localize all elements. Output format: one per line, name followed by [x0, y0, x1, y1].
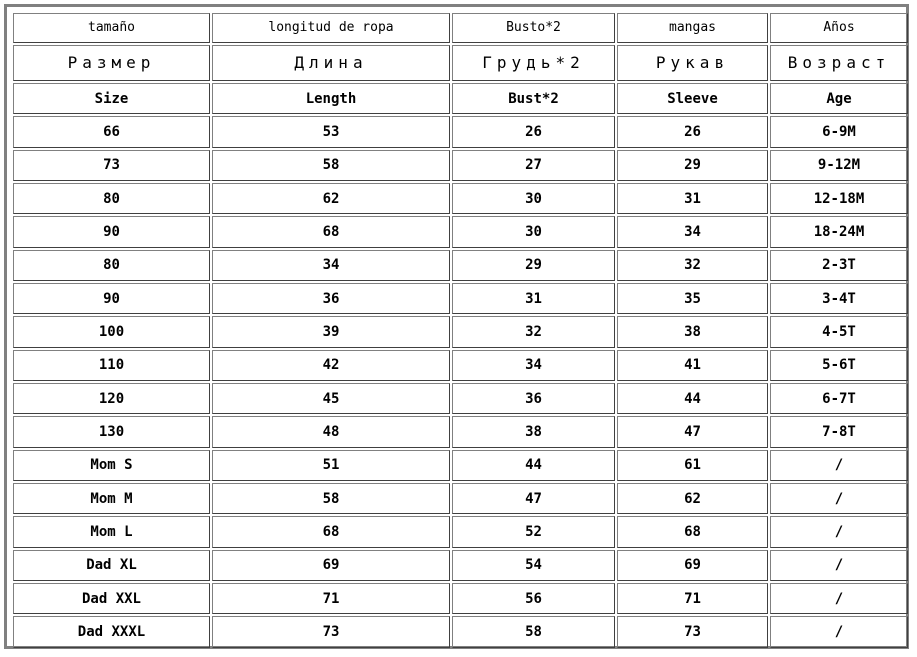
table-cell: 52: [452, 516, 615, 547]
table-cell: 53: [212, 116, 450, 147]
table-row: [13, 583, 908, 614]
header-cell: Años: [770, 13, 908, 43]
table-cell: 30: [452, 216, 615, 247]
header-cell: longitud de ropa: [212, 13, 450, 43]
table-cell: 69: [617, 550, 768, 581]
table-cell: 90: [13, 216, 210, 247]
table-cell: 62: [212, 183, 450, 214]
table-cell: 4-5T: [770, 316, 908, 347]
header-cell: Возраст: [770, 45, 908, 82]
table-cell: 68: [212, 516, 450, 547]
table-cell: 39: [212, 316, 450, 347]
table-cell: 9-12M: [770, 150, 908, 181]
table-cell: /: [770, 516, 908, 547]
table-cell: 44: [617, 383, 768, 414]
table-cell: 44: [452, 450, 615, 481]
table-cell: Dad XXL: [13, 583, 210, 614]
header-cell: Размер: [13, 45, 210, 82]
table-cell: 54: [452, 550, 615, 581]
table-cell: 12-18M: [770, 183, 908, 214]
table-cell: 73: [617, 616, 768, 648]
table-row: [13, 616, 908, 648]
table-cell: 73: [13, 150, 210, 181]
table-row: [13, 416, 908, 447]
table-cell: 58: [212, 150, 450, 181]
table-cell: 69: [212, 550, 450, 581]
size-chart-frame: [4, 4, 909, 649]
table-row: [13, 350, 908, 381]
table-cell: 34: [212, 250, 450, 281]
header-row-spanish: [13, 13, 908, 43]
table-cell: 48: [212, 416, 450, 447]
table-row: [13, 183, 908, 214]
table-cell: 38: [617, 316, 768, 347]
header-cell: Грудь*2: [452, 45, 615, 82]
table-cell: 31: [452, 283, 615, 314]
table-row: [13, 216, 908, 247]
size-chart-table: [11, 11, 910, 650]
table-cell: 34: [452, 350, 615, 381]
table-cell: Dad XL: [13, 550, 210, 581]
table-cell: 47: [452, 483, 615, 514]
table-row: [13, 150, 908, 181]
header-cell: Рукав: [617, 45, 768, 82]
table-cell: /: [770, 450, 908, 481]
table-cell: 34: [617, 216, 768, 247]
header-cell: tamaño: [13, 13, 210, 43]
table-cell: 6-9M: [770, 116, 908, 147]
table-cell: 29: [452, 250, 615, 281]
table-cell: 71: [617, 583, 768, 614]
table-cell: 26: [617, 116, 768, 147]
table-cell: 62: [617, 483, 768, 514]
header-cell: Длина: [212, 45, 450, 82]
table-cell: 68: [212, 216, 450, 247]
table-row: [13, 383, 908, 414]
table-cell: Dad XXXL: [13, 616, 210, 648]
table-cell: Mom S: [13, 450, 210, 481]
table-cell: 31: [617, 183, 768, 214]
table-cell: /: [770, 616, 908, 648]
table-cell: Mom L: [13, 516, 210, 547]
table-cell: 7-8T: [770, 416, 908, 447]
table-cell: 42: [212, 350, 450, 381]
table-row: [13, 116, 908, 147]
header-cell: Size: [13, 83, 210, 114]
table-row: [13, 516, 908, 547]
table-cell: 3-4T: [770, 283, 908, 314]
table-row: [13, 283, 908, 314]
table-cell: 130: [13, 416, 210, 447]
table-row: [13, 450, 908, 481]
table-cell: 68: [617, 516, 768, 547]
table-cell: 120: [13, 383, 210, 414]
header-cell: Age: [770, 83, 908, 114]
table-cell: 100: [13, 316, 210, 347]
table-cell: 58: [452, 616, 615, 648]
header-row-russian: [13, 45, 908, 82]
header-row-english: [13, 83, 908, 114]
table-cell: 2-3T: [770, 250, 908, 281]
table-cell: 41: [617, 350, 768, 381]
table-cell: 110: [13, 350, 210, 381]
table-cell: 80: [13, 183, 210, 214]
table-cell: /: [770, 483, 908, 514]
table-cell: 47: [617, 416, 768, 447]
table-cell: 58: [212, 483, 450, 514]
table-cell: 80: [13, 250, 210, 281]
table-cell: 5-6T: [770, 350, 908, 381]
header-cell: Sleeve: [617, 83, 768, 114]
table-cell: 32: [617, 250, 768, 281]
table-cell: 32: [452, 316, 615, 347]
table-cell: 51: [212, 450, 450, 481]
table-cell: 26: [452, 116, 615, 147]
table-cell: 38: [452, 416, 615, 447]
table-cell: 36: [212, 283, 450, 314]
header-cell: Bust*2: [452, 83, 615, 114]
table-cell: 36: [452, 383, 615, 414]
table-row: [13, 250, 908, 281]
table-cell: 6-7T: [770, 383, 908, 414]
table-cell: /: [770, 583, 908, 614]
table-cell: 71: [212, 583, 450, 614]
table-cell: 90: [13, 283, 210, 314]
header-cell: mangas: [617, 13, 768, 43]
table-cell: /: [770, 550, 908, 581]
table-row: [13, 483, 908, 514]
table-cell: 45: [212, 383, 450, 414]
table-cell: 61: [617, 450, 768, 481]
table-cell: 27: [452, 150, 615, 181]
table-cell: 29: [617, 150, 768, 181]
table-row: [13, 316, 908, 347]
table-cell: 66: [13, 116, 210, 147]
table-cell: 30: [452, 183, 615, 214]
table-cell: 18-24M: [770, 216, 908, 247]
table-row: [13, 550, 908, 581]
table-cell: 56: [452, 583, 615, 614]
header-cell: Busto*2: [452, 13, 615, 43]
table-cell: 35: [617, 283, 768, 314]
table-cell: Mom M: [13, 483, 210, 514]
header-cell: Length: [212, 83, 450, 114]
table-cell: 73: [212, 616, 450, 648]
